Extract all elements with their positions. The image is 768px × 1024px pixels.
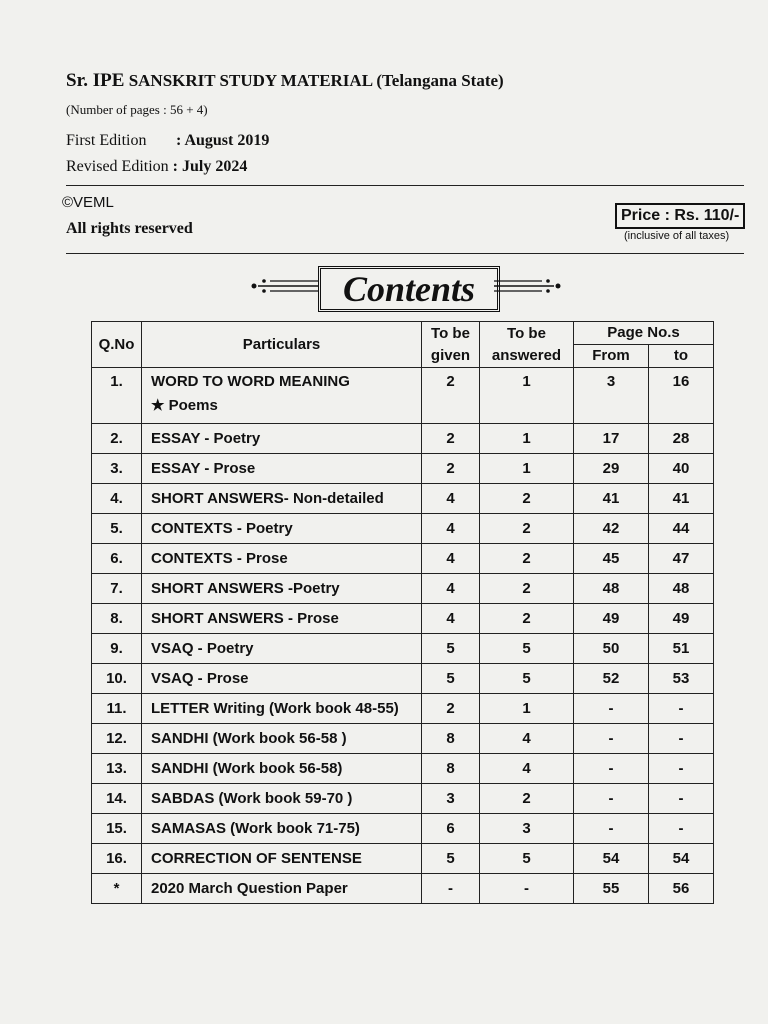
table-row	[92, 664, 714, 694]
row-to-be-given-text: 5	[446, 640, 455, 657]
row-page-to-text: 53	[672, 670, 690, 687]
row-to-be-given	[422, 754, 480, 784]
row-page-to-text: 44	[672, 520, 690, 537]
row-page-from-text: 52	[602, 670, 620, 687]
row-to-be-given-text: 2	[446, 430, 455, 447]
row-to-be-answered-text: 5	[522, 640, 531, 657]
row-particulars	[142, 544, 422, 574]
contents-banner	[250, 262, 570, 312]
row-page-from-text: 17	[602, 430, 620, 447]
row-qno	[92, 514, 142, 544]
row-qno-text: 14.	[106, 790, 127, 807]
row-to-be-answered	[480, 694, 574, 724]
row-page-from-text: 3	[606, 373, 616, 390]
row-to-be-given-text: 5	[446, 670, 455, 687]
table-row	[92, 368, 714, 424]
row-qno	[92, 454, 142, 484]
row-qno	[92, 814, 142, 844]
row-to-be-answered	[480, 514, 574, 544]
table-row	[92, 724, 714, 754]
first-edition	[66, 132, 269, 150]
row-to-be-given-text: 4	[446, 580, 455, 597]
row-qno-text: 3.	[110, 460, 123, 477]
row-particulars-text: CONTEXTS - Poetry	[151, 520, 293, 537]
row-page-to-text: 41	[672, 490, 690, 507]
price-note: (inclusive of all taxes)	[624, 230, 730, 242]
row-to-be-answered	[480, 604, 574, 634]
table-row	[92, 634, 714, 664]
row-to-be-given	[422, 604, 480, 634]
row-page-to	[649, 574, 714, 604]
row-page-from-text: 49	[602, 610, 620, 627]
row-particulars	[142, 514, 422, 544]
row-particulars-text: 2020 March Question Paper	[151, 880, 348, 897]
row-to-be-answered-text: 2	[522, 610, 531, 627]
row-to-be-given	[422, 368, 480, 424]
row-page-from-text: 50	[602, 640, 620, 657]
row-page-from	[574, 368, 649, 424]
table-row	[92, 574, 714, 604]
row-particulars-text: ESSAY - Prose	[151, 460, 256, 477]
row-particulars-text: CONTEXTS - Prose	[151, 550, 288, 567]
row-to-be-given-text: 6	[446, 820, 455, 837]
row-qno-text: *	[113, 880, 120, 897]
table-row	[92, 754, 714, 784]
row-particulars-text: ESSAY - Poetry	[151, 430, 261, 447]
row-page-to-text: 56	[672, 880, 690, 897]
row-particulars	[142, 754, 422, 784]
row-page-from	[574, 844, 649, 874]
header-to-be-given	[422, 322, 480, 368]
row-page-to-text: 51	[672, 640, 690, 657]
row-particulars	[142, 574, 422, 604]
row-qno	[92, 424, 142, 454]
header-page-nos: Page No.s	[574, 322, 714, 345]
row-page-to	[649, 724, 714, 754]
row-particulars-text: CORRECTION OF SENTENSE	[151, 850, 362, 867]
row-page-from	[574, 874, 649, 904]
row-qno-text: 12.	[106, 730, 127, 747]
row-to-be-given	[422, 574, 480, 604]
row-to-be-given-text: 2	[446, 700, 455, 717]
row-particulars	[142, 844, 422, 874]
row-particulars-text: VSAQ - Prose	[151, 670, 249, 687]
row-qno-text: 2.	[110, 430, 123, 447]
row-to-be-answered-text: 2	[522, 550, 531, 567]
row-particulars-text: SANDHI (Work book 56-58)	[151, 760, 343, 777]
row-to-be-answered	[480, 784, 574, 814]
table-row	[92, 874, 714, 904]
row-page-to	[649, 604, 714, 634]
row-qno-text: 15.	[106, 820, 127, 837]
row-particulars-text: WORD TO WORD MEANING	[151, 373, 350, 390]
header-to-be-answered-line1: To be	[507, 324, 546, 342]
row-to-be-answered-text: 2	[522, 520, 531, 537]
row-to-be-answered	[480, 454, 574, 484]
header-to-be-answered	[480, 322, 574, 368]
row-page-from	[574, 724, 649, 754]
row-page-from-text: 29	[602, 460, 620, 477]
table-row	[92, 454, 714, 484]
row-to-be-given	[422, 844, 480, 874]
row-page-from-text: -	[608, 760, 614, 777]
row-to-be-given	[422, 424, 480, 454]
row-qno	[92, 754, 142, 784]
row-page-to-text: 49	[672, 610, 690, 627]
row-to-be-given	[422, 694, 480, 724]
row-to-be-given-text: -	[448, 880, 453, 897]
row-to-be-given	[422, 874, 480, 904]
row-to-be-answered	[480, 844, 574, 874]
row-to-be-given	[422, 544, 480, 574]
row-to-be-given-text: 3	[446, 790, 455, 807]
contents-table	[91, 321, 714, 904]
row-to-be-given	[422, 514, 480, 544]
row-to-be-answered	[480, 484, 574, 514]
first-edition-value: : August 2019	[176, 132, 270, 149]
row-qno	[92, 694, 142, 724]
row-to-be-given-text: 4	[446, 610, 455, 627]
row-to-be-given	[422, 814, 480, 844]
row-particulars-text: SANDHI (Work book 56-58 )	[151, 730, 347, 747]
row-page-from-text: 48	[602, 580, 620, 597]
row-page-to	[649, 694, 714, 724]
row-qno	[92, 784, 142, 814]
row-page-from	[574, 694, 649, 724]
table-row	[92, 544, 714, 574]
row-to-be-answered	[480, 634, 574, 664]
row-to-be-answered	[480, 814, 574, 844]
row-particulars	[142, 814, 422, 844]
row-page-from	[574, 574, 649, 604]
top-divider	[66, 185, 744, 186]
row-qno-text: 10.	[106, 670, 127, 687]
row-page-from-text: 42	[602, 520, 620, 537]
header-from: From	[574, 345, 649, 368]
row-page-to	[649, 784, 714, 814]
row-particulars	[142, 694, 422, 724]
contents-table-body	[92, 368, 714, 904]
row-qno-text: 9.	[110, 640, 123, 657]
row-page-to-text: 48	[672, 580, 690, 597]
header-to: to	[649, 345, 714, 368]
row-page-to-text: -	[678, 700, 684, 717]
row-particulars-text: SHORT ANSWERS- Non-detailed	[151, 490, 384, 507]
row-page-from-text: 54	[602, 850, 620, 867]
row-to-be-answered-text: 2	[522, 580, 531, 597]
row-page-to	[649, 514, 714, 544]
row-to-be-given-text: 2	[446, 460, 455, 477]
row-to-be-given-text: 8	[446, 760, 455, 777]
row-page-to	[649, 634, 714, 664]
row-page-to	[649, 484, 714, 514]
row-particulars	[142, 424, 422, 454]
row-to-be-answered-text: 2	[522, 490, 531, 507]
row-particulars	[142, 874, 422, 904]
row-page-from-text: 41	[602, 490, 620, 507]
header-to-be-answered-line2: answered	[491, 346, 562, 364]
row-to-be-given-text: 8	[446, 730, 455, 747]
row-qno-text: 1.	[110, 373, 123, 390]
row-to-be-answered-text: 4	[522, 730, 531, 747]
row-qno	[92, 634, 142, 664]
document-title	[66, 70, 504, 92]
row-to-be-answered-text: 3	[522, 820, 531, 837]
row-to-be-answered	[480, 368, 574, 424]
row-to-be-given	[422, 664, 480, 694]
row-particulars-text: SAMASAS (Work book 71-75)	[151, 820, 360, 837]
row-qno	[92, 544, 142, 574]
row-to-be-answered	[480, 544, 574, 574]
row-qno	[92, 844, 142, 874]
table-row	[92, 784, 714, 814]
row-particulars	[142, 634, 422, 664]
row-page-from-text: 55	[602, 880, 620, 897]
row-particulars	[142, 484, 422, 514]
row-qno	[92, 368, 142, 424]
row-qno-text: 7.	[110, 580, 123, 597]
row-to-be-given-text: 5	[446, 850, 455, 867]
row-page-from-text: -	[608, 820, 614, 837]
row-page-from	[574, 784, 649, 814]
table-row	[92, 814, 714, 844]
row-page-from	[574, 814, 649, 844]
row-to-be-answered	[480, 424, 574, 454]
row-qno	[92, 574, 142, 604]
row-page-from	[574, 544, 649, 574]
row-particulars-text: LETTER Writing (Work book 48-55)	[151, 700, 399, 717]
row-to-be-answered-text: 1	[522, 373, 531, 390]
row-page-to	[649, 544, 714, 574]
header-qno: Q.No	[92, 322, 142, 368]
left-ornament-icon	[250, 276, 318, 296]
row-qno-text: 4.	[110, 490, 123, 507]
row-to-be-answered-text: 2	[522, 790, 531, 807]
row-qno-text: 8.	[110, 610, 123, 627]
row-qno	[92, 604, 142, 634]
table-row	[92, 844, 714, 874]
row-to-be-answered-text: 5	[522, 670, 531, 687]
row-to-be-given	[422, 634, 480, 664]
header-to-be-given-line1: To be	[431, 324, 470, 342]
row-particulars-text: VSAQ - Poetry	[151, 640, 254, 657]
row-qno	[92, 874, 142, 904]
right-ornament-icon	[494, 276, 562, 296]
row-to-be-given-text: 2	[446, 373, 455, 390]
row-to-be-given-text: 4	[446, 550, 455, 567]
row-page-to-text: 28	[672, 430, 690, 447]
row-to-be-given-text: 4	[446, 520, 455, 537]
row-to-be-given	[422, 484, 480, 514]
row-page-to	[649, 814, 714, 844]
row-to-be-answered-text: 1	[522, 700, 531, 717]
revised-edition-value: : July 2024	[172, 158, 248, 175]
row-qno-text: 11.	[106, 700, 127, 717]
row-page-to-text: 16	[672, 373, 690, 390]
row-page-to	[649, 874, 714, 904]
row-qno-text: 16.	[106, 850, 127, 867]
row-particulars	[142, 664, 422, 694]
row-page-from-text: 45	[602, 550, 620, 567]
copyright: ©VEML	[62, 194, 114, 211]
row-page-from	[574, 604, 649, 634]
row-to-be-answered-text: 4	[522, 760, 531, 777]
row-to-be-answered	[480, 724, 574, 754]
row-page-to-text: -	[678, 730, 684, 747]
row-page-to	[649, 754, 714, 784]
row-page-to	[649, 454, 714, 484]
row-particulars	[142, 454, 422, 484]
row-qno	[92, 484, 142, 514]
row-particulars-text: SHORT ANSWERS - Prose	[151, 610, 339, 627]
row-page-to-text: 54	[672, 850, 690, 867]
row-to-be-answered	[480, 874, 574, 904]
row-page-from	[574, 664, 649, 694]
row-page-from	[574, 454, 649, 484]
contents-heading: Contents	[318, 266, 500, 312]
row-to-be-answered-text: -	[524, 880, 529, 897]
row-page-to-text: -	[678, 790, 684, 807]
table-row	[92, 424, 714, 454]
row-particulars	[142, 604, 422, 634]
row-page-to	[649, 368, 714, 424]
row-to-be-answered	[480, 664, 574, 694]
row-page-from-text: -	[608, 730, 614, 747]
row-to-be-given-text: 4	[446, 490, 455, 507]
row-page-from	[574, 484, 649, 514]
row-page-from	[574, 514, 649, 544]
row-qno-text: 6.	[110, 550, 123, 567]
bottom-divider	[66, 253, 744, 254]
row-page-to-text: 47	[672, 550, 690, 567]
row-to-be-answered	[480, 574, 574, 604]
row-page-to-text: -	[678, 760, 684, 777]
header-particulars: Particulars	[142, 322, 422, 368]
table-row	[92, 484, 714, 514]
revised-edition	[66, 158, 247, 176]
row-page-to	[649, 424, 714, 454]
first-edition-label: First Edition	[66, 132, 147, 149]
rights-reserved: All rights reserved	[66, 220, 193, 237]
row-particulars	[142, 368, 422, 424]
revised-edition-label: Revised Edition	[66, 158, 169, 175]
row-particulars	[142, 784, 422, 814]
page-count: (Number of pages : 56 + 4)	[66, 102, 208, 117]
row-qno	[92, 724, 142, 754]
row-qno-text: 13.	[106, 760, 127, 777]
row-to-be-given	[422, 784, 480, 814]
row-particulars	[142, 724, 422, 754]
row-page-from	[574, 424, 649, 454]
row-page-to	[649, 844, 714, 874]
row-to-be-answered	[480, 754, 574, 784]
title-prefix: Sr. IPE	[66, 70, 125, 91]
row-page-to-text: 40	[672, 460, 690, 477]
title-rest: SANSKRIT STUDY MATERIAL (Telangana State)	[128, 71, 504, 90]
header-to-be-given-line2: given	[430, 346, 471, 364]
row-page-from-text: -	[608, 790, 614, 807]
row-particulars-text: SHORT ANSWERS -Poetry	[151, 580, 340, 597]
row-to-be-answered-text: 1	[522, 460, 531, 477]
row-to-be-answered-text: 5	[522, 850, 531, 867]
row-to-be-given	[422, 454, 480, 484]
table-row	[92, 694, 714, 724]
row-page-from-text: -	[608, 700, 614, 717]
table-row	[92, 604, 714, 634]
row-to-be-given	[422, 724, 480, 754]
row-qno-text: 5.	[110, 520, 123, 537]
row-to-be-answered-text: 1	[522, 430, 531, 447]
row-page-to-text: -	[678, 820, 684, 837]
price-box: Price : Rs. 110/-	[615, 203, 745, 229]
row-page-from	[574, 634, 649, 664]
row-sub-item: ★ Poems	[151, 397, 218, 414]
row-page-to	[649, 664, 714, 694]
table-row	[92, 514, 714, 544]
row-particulars-text: SABDAS (Work book 59-70 )	[151, 790, 353, 807]
row-qno	[92, 664, 142, 694]
row-page-from	[574, 754, 649, 784]
